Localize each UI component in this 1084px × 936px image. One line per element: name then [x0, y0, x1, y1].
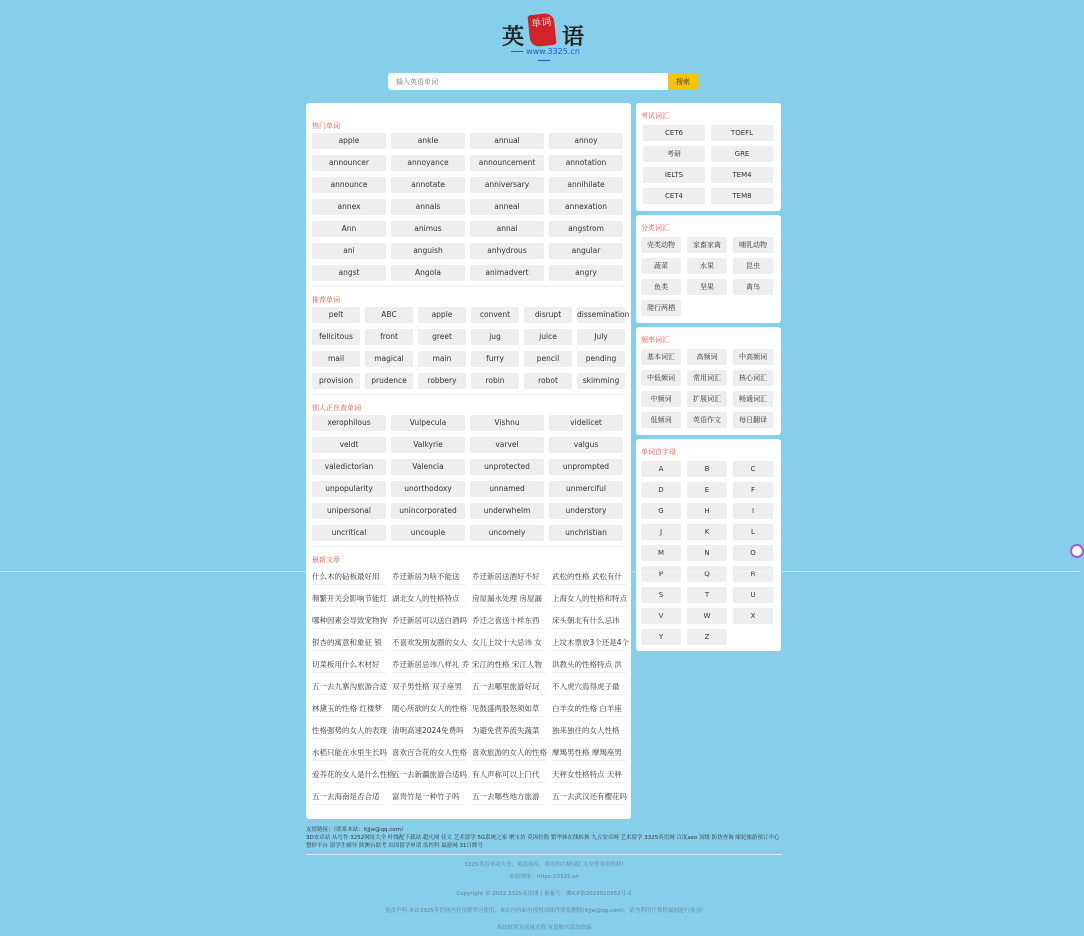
hot-word-link[interactable]: anguish — [391, 243, 465, 259]
letter-link[interactable]: V — [641, 608, 681, 624]
recommended-word-link[interactable]: July — [577, 329, 625, 345]
section-title-category-words: 分类词汇 — [641, 224, 669, 232]
exam-word-link[interactable]: GRE — [711, 146, 773, 162]
exam-word-link[interactable]: CET4 — [643, 188, 705, 204]
hot-word-link[interactable]: anniversary — [470, 177, 544, 193]
floating-tab[interactable] — [1070, 544, 1084, 558]
recommended-word-link[interactable]: prudence — [365, 373, 413, 389]
article-link[interactable]: 白羊女的性格 白羊座 — [552, 701, 626, 717]
letters-grid — [641, 461, 776, 645]
logo-seal: 单词 — [527, 13, 556, 48]
section-title-recommended-words: 推荐单词 — [312, 296, 340, 304]
article-link[interactable]: 乔迁新居忌讳八样礼 乔 — [392, 657, 466, 673]
hot-word-link[interactable]: Ann — [312, 221, 386, 237]
category-words-grid — [641, 237, 776, 316]
letter-link[interactable]: C — [733, 461, 773, 477]
letters-panel — [636, 439, 781, 651]
viewing-word-link[interactable]: uncouple — [391, 525, 465, 541]
article-link[interactable]: 床头朝北有什么忌讳 — [552, 613, 626, 629]
article-link[interactable]: 摩羯男性格 摩羯座男 — [552, 745, 626, 761]
freq-word-link[interactable]: 中高频词 — [733, 349, 773, 365]
article-link[interactable]: 天秤女性格特点 天秤 — [552, 767, 626, 783]
logo-char-left: 英 — [502, 24, 525, 50]
article-link[interactable]: 喜欢百合花的女人性格 — [392, 745, 466, 761]
search-bar — [388, 73, 698, 90]
article-link[interactable]: 五一去哪里旅游好玩 — [472, 679, 546, 695]
recommended-word-link[interactable]: pending — [577, 351, 625, 367]
hot-word-link[interactable]: animadvert — [470, 265, 544, 281]
freq-words-grid — [641, 349, 776, 428]
exam-word-link[interactable]: TEM4 — [711, 167, 773, 183]
recommended-word-link[interactable]: front — [365, 329, 413, 345]
letter-link[interactable]: S — [641, 587, 681, 603]
hot-words-grid — [312, 133, 625, 281]
footer-disclaimer: 免责声明:本站3325英语网内容仅限学习使用。本站内容如有侵权请邮件联系删除(ltjjw@qq.com)，请勿利用计算机漏洞进行攻击! — [384, 908, 704, 914]
viewing-word-link[interactable]: unprotected — [470, 459, 544, 475]
divider — [312, 546, 625, 547]
logo-char-right: 语 — [562, 24, 585, 50]
articles-grid — [312, 569, 630, 805]
viewing-word-link[interactable]: unmerciful — [549, 481, 623, 497]
category-words-panel — [636, 215, 781, 323]
freq-word-link[interactable]: 英语作文 — [687, 412, 727, 428]
letter-link[interactable]: J — [641, 524, 681, 540]
category-word-link[interactable]: 昆虫 — [733, 258, 773, 274]
exam-word-link[interactable]: TOEFL — [711, 125, 773, 141]
recommended-word-link[interactable]: dissemination — [577, 307, 625, 323]
recommended-word-link[interactable]: skimming — [577, 373, 625, 389]
viewing-word-link[interactable]: unipersonal — [312, 503, 386, 519]
section-title-letters: 单词首字母 — [641, 448, 676, 456]
hot-word-link[interactable]: angular — [549, 243, 623, 259]
exam-word-link[interactable]: IELTS — [643, 167, 705, 183]
friend-links-label: 友情链接：（联系本站：ltjjw@qq.com） — [306, 827, 407, 833]
recommended-word-link[interactable]: robin — [471, 373, 519, 389]
article-link[interactable]: 上坟木票放3个还是4个 — [552, 635, 626, 651]
article-link[interactable]: 见鼓盛两股怒须如草 — [472, 701, 546, 717]
section-title-viewing-words: 别人正在查单词 — [312, 404, 361, 412]
hot-word-link[interactable]: apple — [312, 133, 386, 149]
hot-word-link[interactable]: announce — [312, 177, 386, 193]
article-link[interactable]: 什么木的砧板最好用 — [312, 569, 386, 585]
article-link[interactable]: 乔迁新居送酒好不好 — [472, 569, 546, 585]
viewing-word-link[interactable]: unchristian — [549, 525, 623, 541]
letter-link[interactable]: O — [733, 545, 773, 561]
hot-word-link[interactable]: Angola — [391, 265, 465, 281]
viewing-word-link[interactable]: xerophilous — [312, 415, 386, 431]
category-word-link[interactable]: 家畜家禽 — [687, 237, 727, 253]
freq-word-link[interactable]: 基本词汇 — [641, 349, 681, 365]
category-word-link[interactable]: 坚果 — [687, 279, 727, 295]
article-link[interactable]: 宋江的性格 宋江人物 — [472, 657, 546, 673]
letter-link[interactable]: G — [641, 503, 681, 519]
exam-word-link[interactable]: CET6 — [643, 125, 705, 141]
hot-word-link[interactable]: ankle — [391, 133, 465, 149]
hot-word-link[interactable]: announcement — [470, 155, 544, 171]
viewing-word-link[interactable]: valedictorian — [312, 459, 386, 475]
recommended-word-link[interactable]: furry — [471, 351, 519, 367]
footer-description: 3325英语单词大全，英语词库，英语四六级词汇大全等英语资料! — [464, 862, 624, 868]
viewing-word-link[interactable]: Valencia — [391, 459, 465, 475]
letter-link[interactable]: Y — [641, 629, 681, 645]
viewing-word-link[interactable]: uncritical — [312, 525, 386, 541]
article-link[interactable]: 湖北女人的性格特点 — [392, 591, 466, 607]
article-link[interactable]: 五一去九寨沟旅游合适 — [312, 679, 386, 695]
article-link[interactable]: 切菜板用什么木材好 — [312, 657, 386, 673]
freq-word-link[interactable]: 常用词汇 — [687, 370, 727, 386]
search-button[interactable]: 搜索 — [668, 73, 698, 90]
letter-link[interactable]: Z — [687, 629, 727, 645]
article-link[interactable]: 双子男性格 双子座男 — [392, 679, 466, 695]
section-title-exam-words: 考试词汇 — [641, 112, 669, 120]
category-word-link[interactable]: 鱼类 — [641, 279, 681, 295]
article-link[interactable]: 乔迁新居可以送白酒吗 — [392, 613, 466, 629]
exam-words-grid — [641, 125, 776, 204]
recommended-word-link[interactable]: robbery — [418, 373, 466, 389]
article-link[interactable]: 五一去哪些地方旅游 — [472, 789, 546, 805]
hot-word-link[interactable]: annexation — [549, 199, 623, 215]
freq-word-link[interactable]: 畅通词汇 — [733, 391, 773, 407]
exam-word-link[interactable]: TEM8 — [711, 188, 773, 204]
recommended-word-link[interactable]: disrupt — [524, 307, 572, 323]
viewing-word-link[interactable]: underwhelm — [470, 503, 544, 519]
letter-link[interactable]: T — [687, 587, 727, 603]
divider — [0, 571, 1080, 572]
recommended-word-link[interactable]: convent — [471, 307, 519, 323]
hot-word-link[interactable]: animus — [391, 221, 465, 237]
viewing-word-link[interactable]: veldt — [312, 437, 386, 453]
hot-word-link[interactable]: angry — [549, 265, 623, 281]
recommended-word-link[interactable]: jug — [471, 329, 519, 345]
recommended-word-link[interactable]: ABC — [365, 307, 413, 323]
recommended-words-grid — [312, 307, 630, 389]
article-link[interactable]: 乔迁新居为啥不能送 — [392, 569, 466, 585]
letter-link[interactable]: A — [641, 461, 681, 477]
letter-link[interactable]: Q — [687, 566, 727, 582]
article-link[interactable]: 五一去武汉还有樱花吗 — [552, 789, 626, 805]
category-word-link[interactable]: 爬行两栖 — [641, 300, 681, 316]
letter-link[interactable]: P — [641, 566, 681, 582]
viewing-word-link[interactable]: understory — [549, 503, 623, 519]
section-title-freq-words: 频率词汇 — [641, 336, 669, 344]
hot-word-link[interactable]: angst — [312, 265, 386, 281]
hot-word-link[interactable]: annotate — [391, 177, 465, 193]
footer-copyright: Copyright © 2022 3325英语网 | 备案号：湘ICP备2023010953号-1 — [456, 891, 632, 897]
hot-word-link[interactable]: annals — [391, 199, 465, 215]
letter-link[interactable]: W — [687, 608, 727, 624]
recommended-word-link[interactable]: mail — [312, 351, 360, 367]
logo-url: www.3325.cn — [500, 47, 588, 65]
hot-word-link[interactable]: annihilate — [549, 177, 623, 193]
viewing-word-link[interactable]: Vulpecula — [391, 415, 465, 431]
article-link[interactable]: 清明高速2024免费吗 — [392, 723, 466, 739]
article-link[interactable]: 银杏的寓意和象征 银 — [312, 635, 386, 651]
footer — [306, 826, 782, 936]
recommended-word-link[interactable]: provision — [312, 373, 360, 389]
footer-site-url[interactable]: 本站网址：https://3325.cn — [509, 874, 579, 880]
category-word-link[interactable]: 哺乳动物 — [733, 237, 773, 253]
viewing-word-link[interactable]: Valkyrie — [391, 437, 465, 453]
recommended-word-link[interactable]: magical — [365, 351, 413, 367]
viewing-word-link[interactable]: unorthodoxy — [391, 481, 465, 497]
recommended-word-link[interactable]: felicitous — [312, 329, 360, 345]
friend-links[interactable]: 3D安卓站 从写作 3252网址大全 叶线配下载站 超凡网 佳文 艺术留学 5G系统之家 聚宝坊 莫因拉股 繁华体在线转换 九五安卓网 艺术留学 3325英语网 百度seo 顶级 防伪查询 邮轮旅游预订中心 整形平台 留学生辅导 陕澳台联考 出国留学申请 监控科 最游网 31日牌号 — [306, 835, 780, 849]
article-link[interactable]: 五一去海南是否合适 — [312, 789, 386, 805]
recommended-word-link[interactable]: main — [418, 351, 466, 367]
viewing-word-link[interactable]: unincorporated — [391, 503, 465, 519]
article-link[interactable]: 有人声称可以上门代 — [472, 767, 546, 783]
letter-link[interactable]: D — [641, 482, 681, 498]
article-link[interactable]: 为避免营养流失蔬菜 — [472, 723, 546, 739]
letter-link[interactable]: I — [733, 503, 773, 519]
section-title-hot-words: 热门单词 — [312, 122, 340, 130]
article-link[interactable]: 女儿上坟十大忌讳 女 — [472, 635, 546, 651]
article-link[interactable]: 性格强势的女人的表现 — [312, 723, 386, 739]
viewing-word-link[interactable]: videlicet — [549, 415, 623, 431]
hot-word-link[interactable]: anhydrous — [470, 243, 544, 259]
freq-words-panel — [636, 327, 781, 435]
site-logo[interactable] — [500, 14, 588, 60]
viewing-word-link[interactable]: varvel — [470, 437, 544, 453]
recommended-word-link[interactable]: greet — [418, 329, 466, 345]
letter-link[interactable]: M — [641, 545, 681, 561]
article-link[interactable]: 上海女人的性格和特点 — [552, 591, 626, 607]
category-word-link[interactable]: 水果 — [687, 258, 727, 274]
footer-notice: 本站权重为流量造假 有意购买请勿欺骗 — [496, 925, 592, 931]
letter-link[interactable]: E — [687, 482, 727, 498]
freq-word-link[interactable]: 扩展词汇 — [687, 391, 727, 407]
article-link[interactable]: 不入虎穴焉得虎子最 — [552, 679, 626, 695]
viewing-word-link[interactable]: unpopularity — [312, 481, 386, 497]
freq-word-link[interactable]: 核心词汇 — [733, 370, 773, 386]
article-link[interactable]: 随心所欲的女人的性格 — [392, 701, 466, 717]
main-panel — [306, 103, 631, 819]
hot-word-link[interactable]: annual — [470, 133, 544, 149]
viewing-word-link[interactable]: valgus — [549, 437, 623, 453]
viewing-word-link[interactable]: Vishnu — [470, 415, 544, 431]
divider — [312, 394, 625, 395]
freq-word-link[interactable]: 每日翻译 — [733, 412, 773, 428]
letter-link[interactable]: U — [733, 587, 773, 603]
divider — [312, 286, 625, 287]
hot-word-link[interactable]: annotation — [549, 155, 623, 171]
viewing-word-link[interactable]: unnamed — [470, 481, 544, 497]
article-link[interactable]: 哪种因素会导致宠物狗 — [312, 613, 386, 629]
freq-word-link[interactable]: 低频词 — [641, 412, 681, 428]
viewing-words-grid — [312, 415, 625, 541]
recommended-word-link[interactable]: pelt — [312, 307, 360, 323]
article-link[interactable]: 喜欢旅游的女人的性格 — [472, 745, 546, 761]
article-link[interactable]: 富贵竹是一种竹子吗 — [392, 789, 466, 805]
viewing-word-link[interactable]: uncomely — [470, 525, 544, 541]
article-link[interactable]: 五一去新疆旅游合适吗 — [392, 767, 466, 783]
letter-link[interactable]: H — [687, 503, 727, 519]
footer-meta — [306, 861, 782, 932]
freq-word-link[interactable]: 高频词 — [687, 349, 727, 365]
article-link[interactable]: 林黛玉的性格 红楼梦 — [312, 701, 386, 717]
hot-word-link[interactable]: angstrom — [549, 221, 623, 237]
recommended-word-link[interactable]: juice — [524, 329, 572, 345]
letter-link[interactable]: B — [687, 461, 727, 477]
divider — [306, 854, 782, 855]
hot-word-link[interactable]: announcer — [312, 155, 386, 171]
section-title-articles: 最新文章 — [312, 556, 340, 564]
category-word-link[interactable]: 壳类动物 — [641, 237, 681, 253]
recommended-word-link[interactable]: pencil — [524, 351, 572, 367]
letter-link[interactable]: N — [687, 545, 727, 561]
freq-word-link[interactable]: 中频词 — [641, 391, 681, 407]
hot-word-link[interactable]: annoy — [549, 133, 623, 149]
exam-words-panel — [636, 103, 781, 211]
letter-link[interactable]: X — [733, 608, 773, 624]
letter-link[interactable]: K — [687, 524, 727, 540]
freq-word-link[interactable]: 中低频词 — [641, 370, 681, 386]
search-input[interactable] — [388, 73, 668, 90]
hot-word-link[interactable]: annal — [470, 221, 544, 237]
article-link[interactable]: 房屋漏水处理 房屋漏 — [472, 591, 546, 607]
article-link[interactable]: 爱养花的女人是什么性格 — [312, 767, 386, 783]
category-word-link[interactable]: 蔬菜 — [641, 258, 681, 274]
letter-link[interactable]: F — [733, 482, 773, 498]
hot-word-link[interactable]: ani — [312, 243, 386, 259]
hot-word-link[interactable]: anneal — [470, 199, 544, 215]
article-link[interactable]: 频繁开关会影响节能灯 — [312, 591, 386, 607]
recommended-word-link[interactable]: apple — [418, 307, 466, 323]
letter-link[interactable]: R — [733, 566, 773, 582]
letter-link[interactable]: L — [733, 524, 773, 540]
recommended-word-link[interactable]: robot — [524, 373, 572, 389]
article-link[interactable]: 乔迁之喜送十样东西 — [472, 613, 546, 629]
hot-word-link[interactable]: annoyance — [391, 155, 465, 171]
viewing-word-link[interactable]: unprompted — [549, 459, 623, 475]
article-link[interactable]: 武松的性格 武松有什 — [552, 569, 626, 585]
article-link[interactable]: 水稻只能在水里生长吗 — [312, 745, 386, 761]
article-link[interactable]: 不喜欢发朋友圈的女人 — [392, 635, 466, 651]
article-link[interactable]: 独来独往的女人性格 — [552, 723, 626, 739]
category-word-link[interactable]: 禽鸟 — [733, 279, 773, 295]
article-link[interactable]: 洪教头的性格特点 洪 — [552, 657, 626, 673]
hot-word-link[interactable]: annex — [312, 199, 386, 215]
exam-word-link[interactable]: 考研 — [643, 146, 705, 162]
